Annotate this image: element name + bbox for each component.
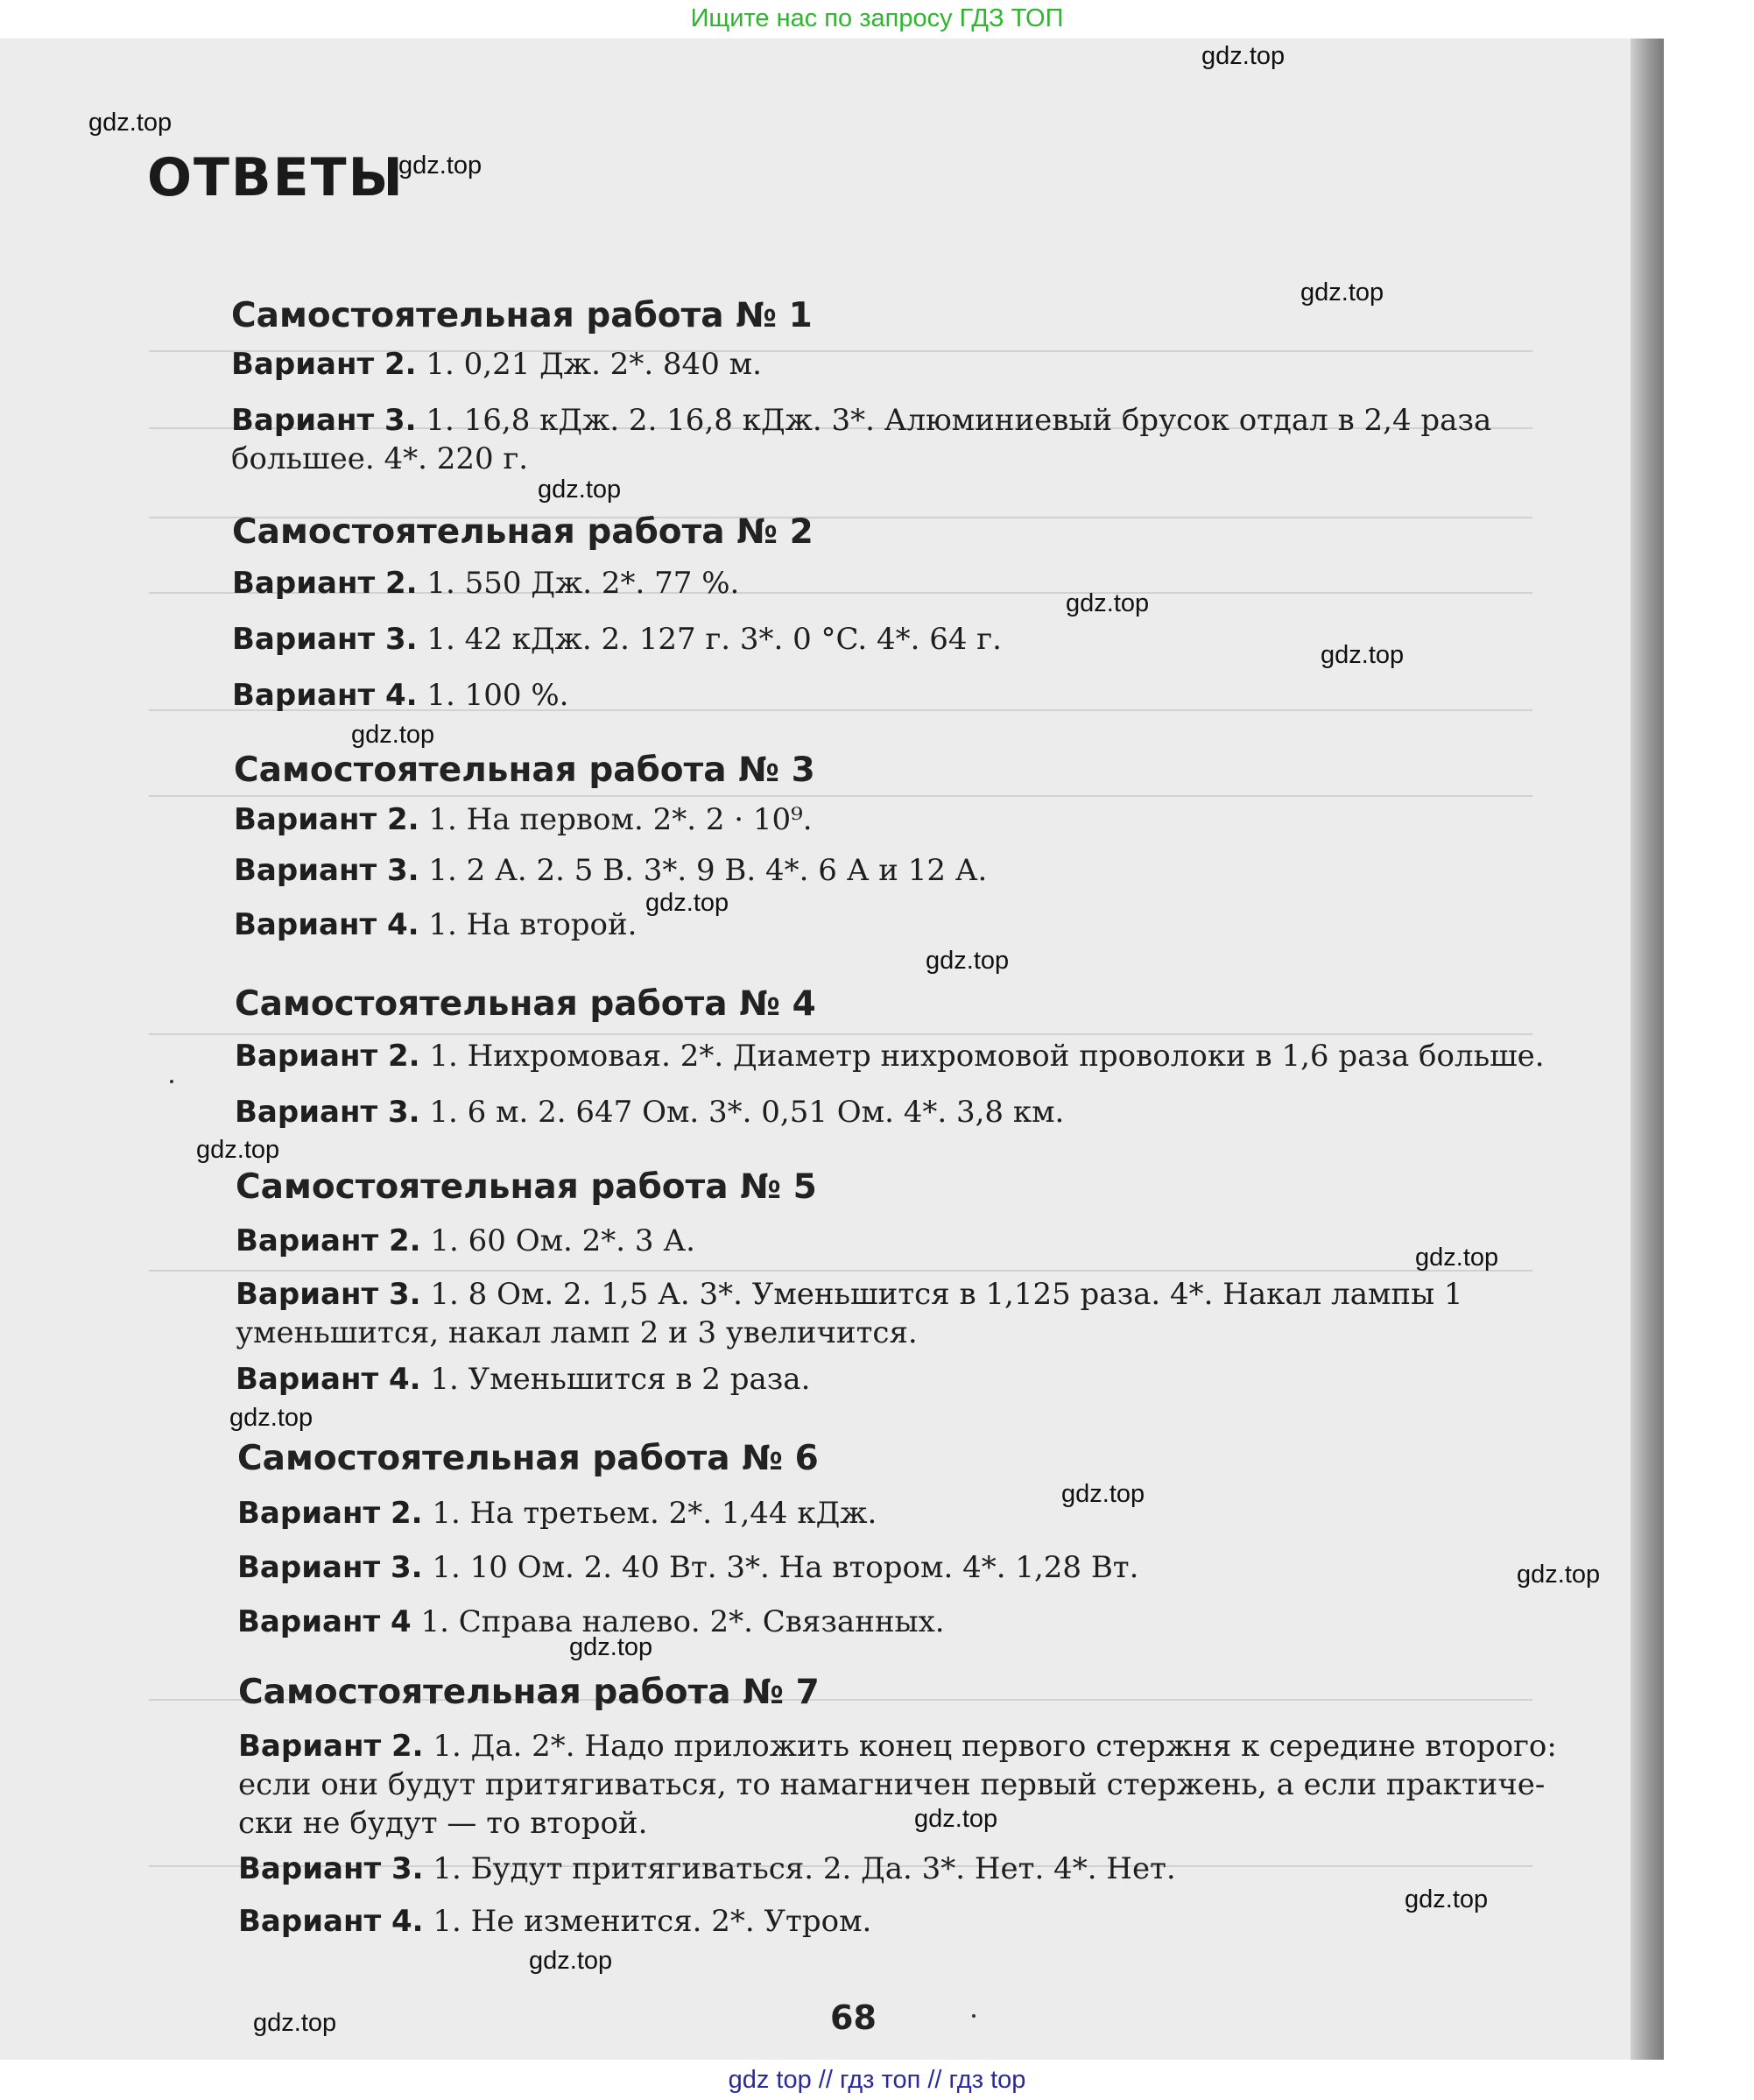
variant-label: Вариант 3. [232, 622, 418, 657]
answer-text: 1. Будут притягиваться. 2. Да. 3*. Нет. 4*. Нет. [433, 1851, 1176, 1886]
answer-text: 1. Да. 2*. Надо приложить конец первого стержня к середине второго: [433, 1729, 1557, 1764]
watermark-text: gdz.top [196, 1136, 280, 1164]
watermark-text: gdz.top [1415, 1244, 1499, 1272]
watermark-text: gdz.top [914, 1805, 998, 1833]
answer-block [238, 1902, 871, 1941]
answer-text: ски не будут — то второй. [238, 1806, 648, 1841]
answer-text: 1. Справа налево. 2*. Связанных. [420, 1604, 945, 1639]
answer-text: большее. 4*. 220 г. [231, 441, 529, 476]
section-heading: Самостоятельная работа № 3 [234, 751, 815, 790]
bleed-line [149, 1033, 1532, 1035]
watermark-text: gdz.top [351, 721, 435, 749]
variant-label: Вариант 3. [238, 1851, 424, 1886]
section-heading: Самостоятельная работа № 2 [232, 512, 814, 552]
watermark-text: gdz.top [529, 1947, 613, 1975]
watermark-text: gdz.top [569, 1633, 653, 1661]
answer-block [232, 620, 1002, 659]
answer-text: 1. На третьем. 2*. 1,44 кДж. [432, 1496, 877, 1531]
answer-text: если они будут притягиваться, то намагничен первый стержень, а если практиче- [238, 1767, 1546, 1802]
answer-text: уменьшится, накал ламп 2 и 3 увеличится. [236, 1315, 918, 1350]
answer-text: 1. 60 Ом. 2*. 3 А. [430, 1223, 695, 1258]
watermark-text: gdz.top [1405, 1885, 1489, 1913]
bleed-line [149, 1270, 1532, 1272]
variant-label: Вариант 2. [231, 347, 417, 382]
answer-text: 1. 10 Ом. 2. 40 Вт. 3*. На втором. 4*. 1,28 Вт. [432, 1550, 1139, 1585]
bottom-banner[interactable]: gdz top // гдз топ // гдз top [0, 2060, 1754, 2100]
answer-block [238, 1727, 1557, 1843]
section-heading: Самостоятельная работа № 7 [238, 1673, 820, 1712]
answer-block [234, 800, 813, 839]
answer-block [234, 906, 637, 944]
watermark-text: gdz.top [1201, 42, 1286, 70]
answer-block [232, 564, 739, 603]
answer-block [236, 1275, 1463, 1352]
section-heading: Самостоятельная работа № 6 [237, 1439, 819, 1478]
variant-label: Вариант 3. [237, 1550, 423, 1585]
section-heading: Самостоятельная работа № 5 [236, 1167, 817, 1207]
watermark-text: gdz.top [253, 2009, 337, 2037]
watermark-text: gdz.top [229, 1404, 313, 1432]
answer-text: 1. 8 Ом. 2. 1,5 А. 3*. Уменьшится в 1,125 раза. 4*. Накал лампы 1 [430, 1277, 1463, 1312]
answer-text: 1. На первом. 2*. 2 · 10⁹. [428, 802, 813, 837]
variant-label: Вариант 3. [234, 853, 419, 888]
section-heading: Самостоятельная работа № 1 [231, 296, 813, 335]
answer-text: 1. 42 кДж. 2. 127 г. 3*. 0 °C. 4*. 64 г. [426, 622, 1002, 657]
variant-label: Вариант 4. [238, 1904, 424, 1939]
page-spine-shadow [1631, 39, 1664, 2060]
variant-label: Вариант 2. [237, 1496, 423, 1531]
answer-block [234, 851, 987, 890]
variant-label: Вариант 4. [236, 1362, 421, 1397]
answer-text: 1. На второй. [428, 907, 637, 942]
watermark-text: gdz.top [88, 109, 173, 137]
answer-block [235, 1037, 1545, 1075]
answer-block [237, 1548, 1138, 1587]
answer-text: 1. 2 А. 2. 5 В. 3*. 9 В. 4*. 6 А и 12 А. [428, 853, 988, 888]
watermark-text: gdz.top [1517, 1561, 1601, 1589]
answer-text: 1. 550 Дж. 2*. 77 %. [426, 566, 740, 601]
watermark-text: gdz.top [398, 152, 483, 180]
watermark-text: gdz.top [926, 947, 1010, 975]
answer-block [236, 1360, 810, 1399]
answer-block [238, 1850, 1176, 1888]
answer-block [231, 345, 762, 384]
watermark-text: gdz.top [645, 889, 729, 917]
answer-block [235, 1093, 1064, 1131]
answer-text: 1. Уменьшится в 2 раза. [430, 1362, 811, 1397]
answer-block [236, 1222, 695, 1260]
answer-text: 1. 6 м. 2. 647 Ом. 3*. 0,51 Ом. 4*. 3,8 км. [429, 1095, 1065, 1130]
watermark-text: gdz.top [1321, 641, 1405, 669]
watermark-text: gdz.top [1066, 589, 1150, 617]
answer-block [232, 676, 568, 715]
page-number: 68 [830, 1998, 877, 2037]
right-margin [1664, 39, 1754, 2060]
variant-label: Вариант 2. [236, 1223, 421, 1258]
variant-label: Вариант 2. [235, 1039, 420, 1074]
answer-text: 1. Нихромовая. 2*. Диаметр нихромовой проволоки в 1,6 раза больше. [429, 1039, 1545, 1074]
section-heading: Самостоятельная работа № 4 [235, 984, 816, 1024]
variant-label: Вариант 3. [231, 403, 417, 438]
answer-text: 1. 16,8 кДж. 2. 16,8 кДж. 3*. Алюминиевый брусок отдал в 2,4 раза [426, 403, 1492, 438]
answer-text: 1. Не изменится. 2*. Утром. [433, 1904, 872, 1939]
variant-label: Вариант 3. [236, 1277, 421, 1312]
answer-text: 1. 0,21 Дж. 2*. 840 м. [426, 347, 762, 382]
watermark-text: gdz.top [1300, 278, 1384, 307]
variant-label: Вариант 2. [234, 802, 419, 837]
answer-block [231, 401, 1491, 478]
speck [972, 2014, 976, 2018]
speck [170, 1080, 173, 1083]
variant-label: Вариант 4 [237, 1604, 412, 1639]
variant-label: Вариант 4. [234, 907, 419, 942]
answer-text: 1. 100 %. [426, 678, 569, 713]
variant-label: Вариант 2. [238, 1729, 424, 1764]
top-banner[interactable]: Ищите нас по запросу ГДЗ ТОП [0, 0, 1754, 39]
variant-label: Вариант 2. [232, 566, 418, 601]
bleed-line [149, 795, 1532, 797]
variant-label: Вариант 3. [235, 1095, 420, 1130]
watermark-text: gdz.top [538, 476, 622, 504]
variant-label: Вариант 4. [232, 678, 418, 713]
page-title: ОТВЕТЫ [147, 147, 405, 208]
answer-block [237, 1494, 877, 1533]
watermark-text: gdz.top [1061, 1480, 1145, 1508]
